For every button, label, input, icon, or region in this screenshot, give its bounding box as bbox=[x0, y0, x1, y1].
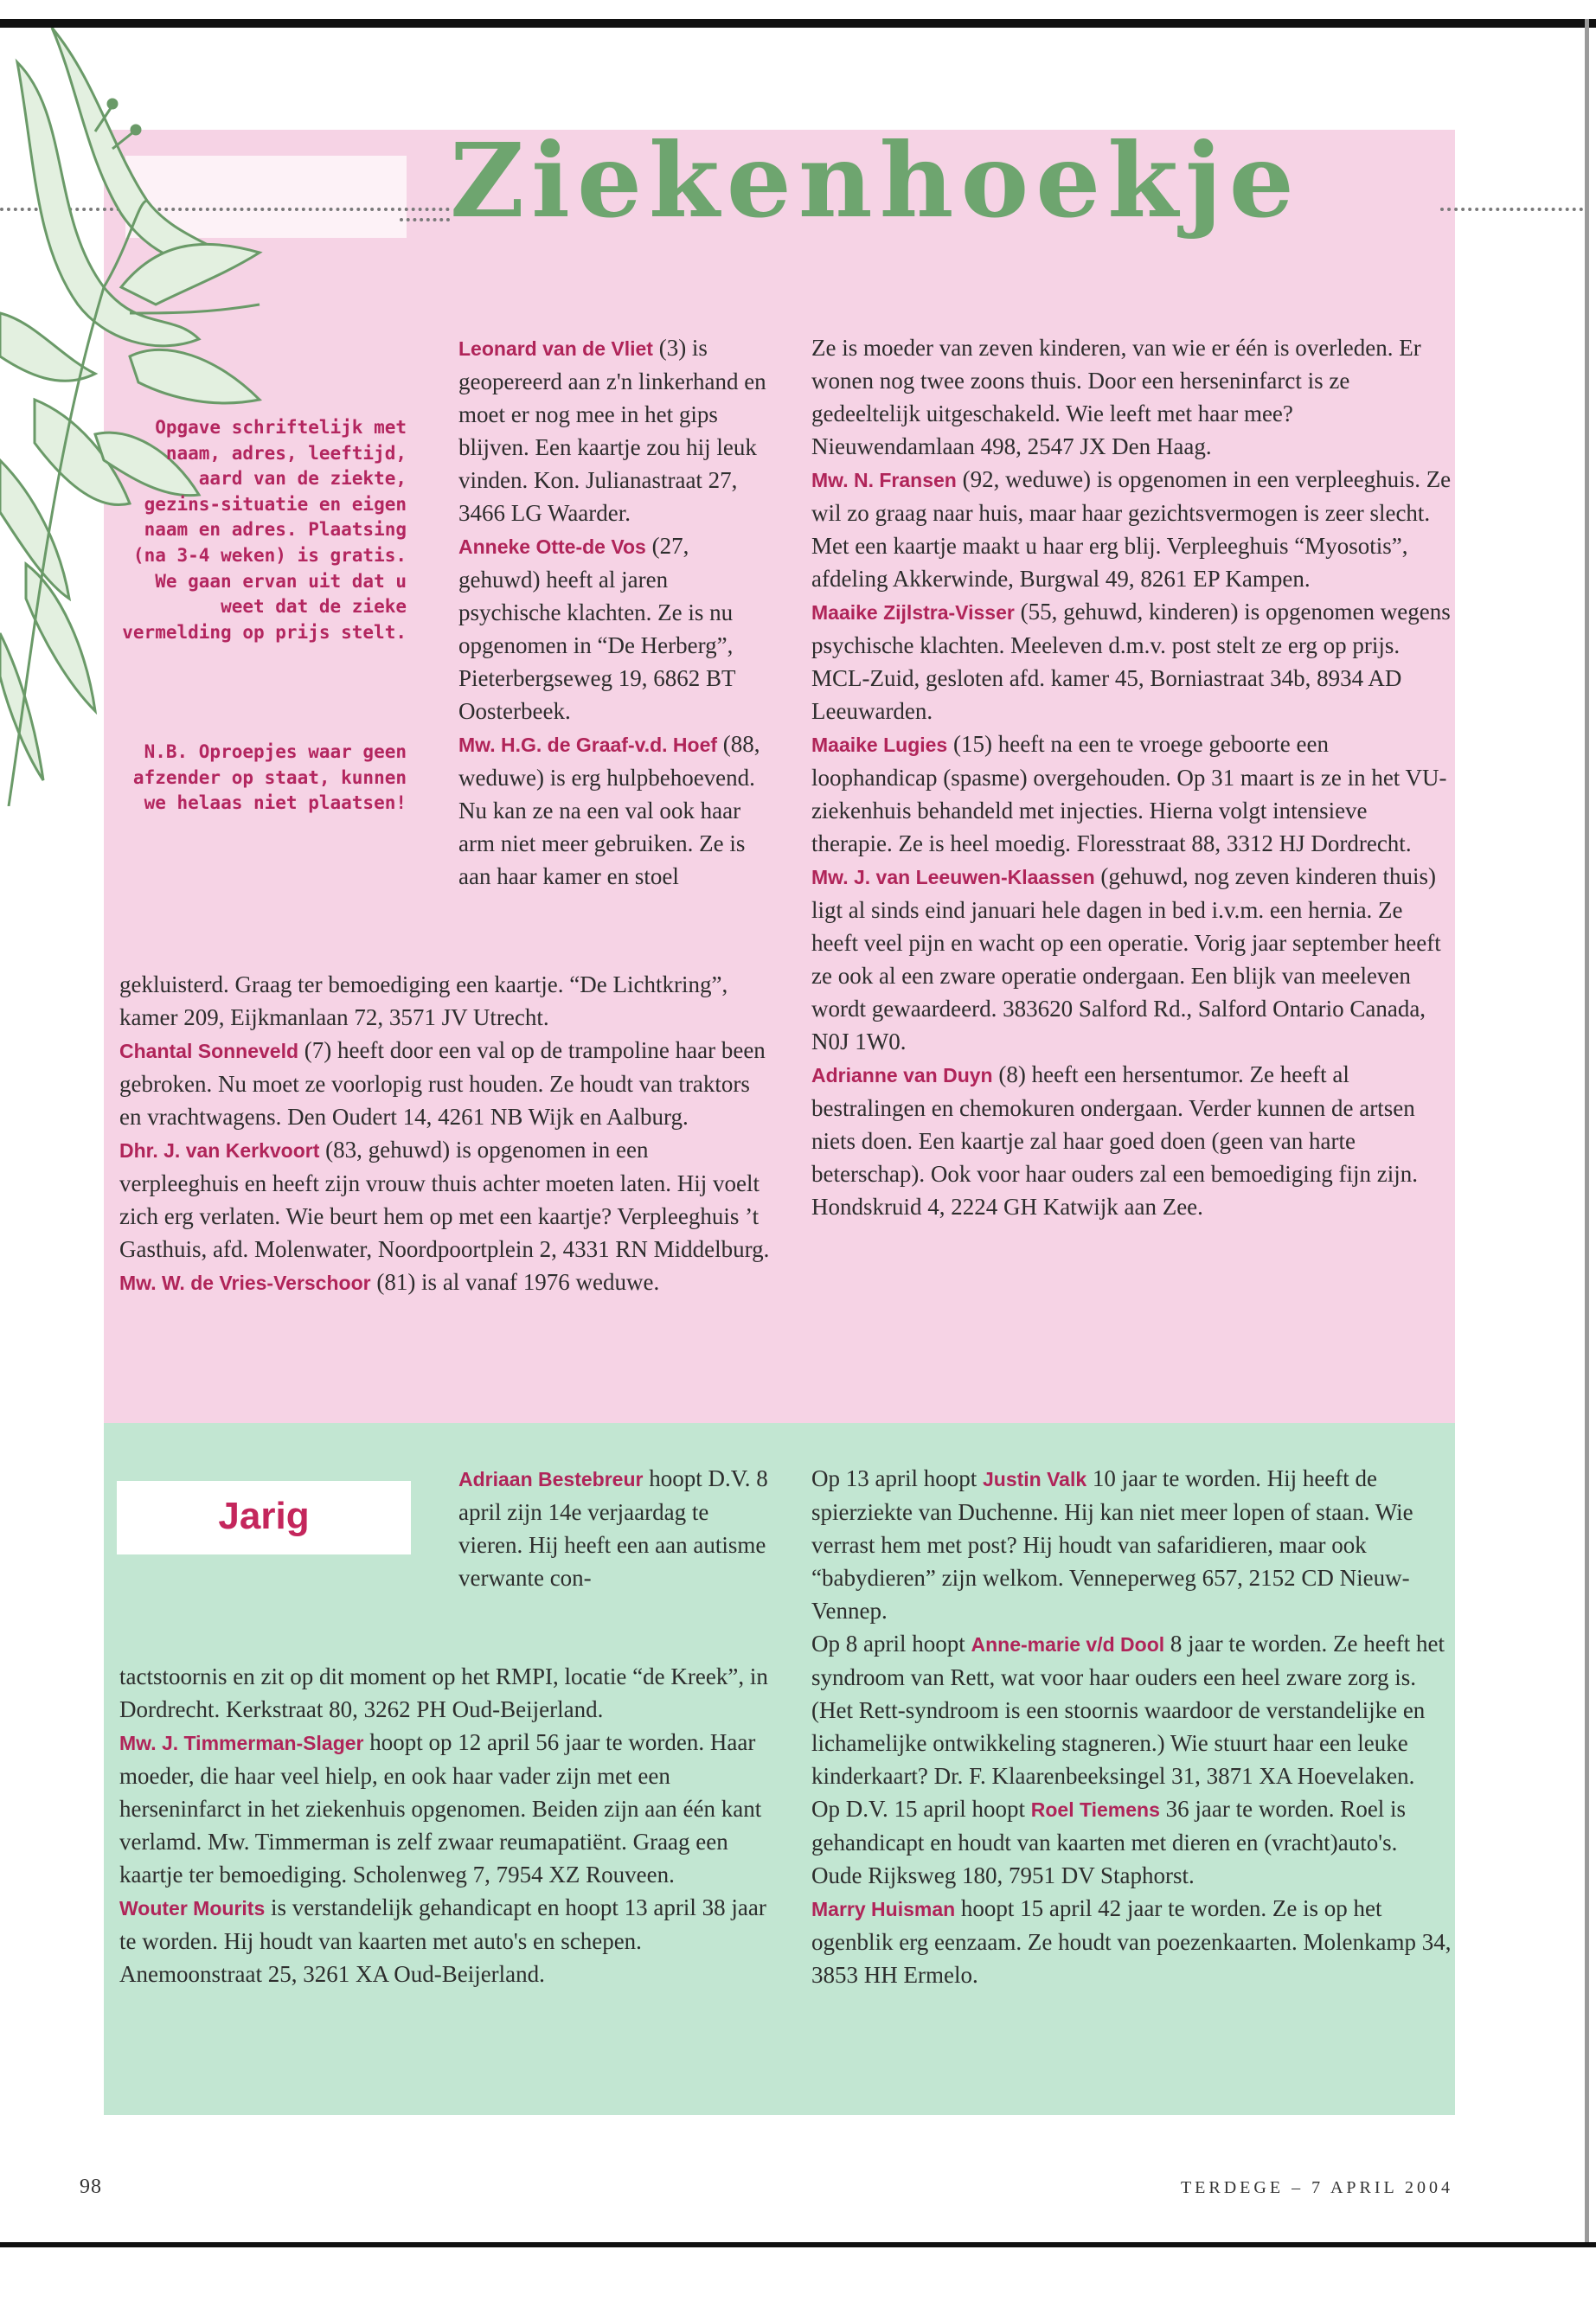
person-name: Leonard van de Vliet bbox=[458, 337, 653, 360]
publication-line: TERDEGE – 7 APRIL 2004 bbox=[1180, 2178, 1453, 2197]
list-item bbox=[119, 1034, 770, 1133]
jarig-column-right bbox=[811, 1462, 1452, 1991]
person-name: Marry Huisman bbox=[811, 1898, 956, 1920]
nb-note: N.B. Oproepjes waar geen afzender op staat, kunnen we helaas niet plaatsen! bbox=[132, 741, 407, 814]
list-item bbox=[811, 1627, 1452, 1792]
section-heading-jarig: Jarig bbox=[218, 1495, 310, 1537]
entry-text: 10 jaar te worden. Hij heeft de spierziekte van Duchenne. Hij kan niet meer lopen of staan. Wie verrast hem met post? Hij houdt van safaridieren, maar ook “babydieren” zijn welkom. Venneperweg 657, 2152 CD Nieuw-Vennep. bbox=[811, 1465, 1413, 1624]
entry-continuation: tactstoornis en zit op dit moment op het RMPI, locatie “de Kreek”, in Dordrecht. Kerkstraat 80, 3262 PH Oud-Beijerland. bbox=[119, 1663, 768, 1722]
list-item bbox=[811, 860, 1452, 1058]
entry-lead: Op D.V. 15 april hoopt bbox=[811, 1796, 1031, 1822]
submission-instructions: Opgave schriftelijk met naam, adres, leeftijd, aard van de ziekte, gezins-situatie en eigen naam en adres. Plaatsing (na 3-4 weken) is gratis. We gaan ervan uit dat u weet dat de zieke vermelding op prijs stelt. bbox=[122, 417, 407, 643]
person-name: Maaike Zijlstra-Visser bbox=[811, 601, 1015, 624]
list-item bbox=[458, 727, 770, 893]
list-item bbox=[458, 331, 770, 529]
page-title: Ziekenhoekje bbox=[450, 120, 1301, 240]
person-name: Mw. N. Fransen bbox=[811, 469, 957, 491]
bottom-rule bbox=[0, 2242, 1596, 2247]
list-item bbox=[119, 1266, 770, 1299]
entry-text: hoopt op 12 april 56 jaar te worden. Haar moeder, die haar veel hielp, en ook haar vader zijn met een herseninfarct in het ziekenhuis opgenomen. Beiden zijn aan één kant verlamd. Mw. Timmerman is zelf zwaar reumapatiënt. Graag een kaartje ter bemoediging. Scholenweg 7, 7954 XZ Rouveen. bbox=[119, 1729, 762, 1888]
person-name: Mw. W. de Vries-Verschoor bbox=[119, 1272, 371, 1294]
ziek-column-right bbox=[811, 331, 1452, 1223]
list-item bbox=[119, 1133, 770, 1266]
person-name: Anneke Otte-de Vos bbox=[458, 535, 646, 558]
entry-lead: Op 13 april hoopt bbox=[811, 1465, 983, 1491]
list-item bbox=[811, 1462, 1452, 1627]
entry-text: (83, gehuwd) is opgenomen in een verpleeghuis en heeft zijn vrouw thuis achter moeten laten. Hij voelt zich erg verlaten. Wie beurt hem op met een kaartje? Verpleeghuis ’t Gasthuis, afd. Molenwater, Noordpoortplein 2, 4331 RN Middelburg. bbox=[119, 1137, 770, 1262]
ziek-column-left bbox=[119, 968, 770, 1299]
person-name: Justin Valk bbox=[982, 1468, 1087, 1490]
jarig-column-narrow bbox=[458, 1462, 770, 1594]
list-item bbox=[811, 727, 1452, 860]
person-name: Wouter Mourits bbox=[119, 1897, 266, 1920]
entry-text: (55, gehuwd, kinderen) is opgenomen wegens psychische klachten. Meeleven d.m.v. post stelt ze erg op prijs. MCL-Zuid, gesloten afd. kamer 45, Borniastraat 34b, 8934 AD Leeuwarden. bbox=[811, 599, 1451, 724]
list-item bbox=[458, 1462, 770, 1594]
person-name: Mw. J. Timmerman-Slager bbox=[119, 1732, 364, 1754]
list-item bbox=[458, 529, 770, 727]
person-name: Anne-marie v/d Dool bbox=[971, 1633, 1165, 1656]
entry-text: hoopt 15 april 42 jaar te worden. Ze is op het ogenblik erg eenzaam. Ze houdt van poezenkaarten. Molenkamp 34, 3853 HH Ermelo. bbox=[811, 1895, 1452, 1988]
entry-text: (15) heeft na een te vroege geboorte een loophandicap (spasme) overgehouden. Op 31 maart is ze in het VU-ziekenhuis behandeld met injecties. Hierna volgt intensieve therapie. Ze is heel moedig. Floresstraat 88, 3312 HJ Dordrecht. bbox=[811, 731, 1447, 856]
entry-text: is verstandelijk gehandicapt en hoopt 13 april 38 jaar te worden. Hij houdt van kaarten met auto's en schepen. Anemoonstraat 25, 3261 XA Oud-Beijerland. bbox=[119, 1894, 766, 1987]
person-name: Adrianne van Duyn bbox=[811, 1064, 993, 1086]
entry-text: (27, gehuwd) heeft al jaren psychische klachten. Ze is nu opgenomen in “De Herberg”, Pieterbergseweg 19, 6862 BT Oosterbeek. bbox=[458, 533, 735, 724]
person-name: Dhr. J. van Kerkvoort bbox=[119, 1139, 320, 1162]
entry-text: (81) is al vanaf 1976 weduwe. bbox=[370, 1269, 660, 1295]
entry-text: (7) heeft door een val op de trampoline haar been gebroken. Nu moet ze voorlopig rust houden. Ze houdt van traktors en vrachtwagens. Den Oudert 14, 4261 NB Wijk en Aalburg. bbox=[119, 1037, 766, 1130]
list-item bbox=[811, 1058, 1452, 1223]
person-name: Maaike Lugies bbox=[811, 734, 948, 756]
entry-text: 36 jaar te worden. Roel is gehandicapt en houdt van kaarten met dieren en (vracht)auto's. Oude Rijksweg 180, 7951 DV Staphorst. bbox=[811, 1796, 1407, 1888]
list-item bbox=[811, 463, 1452, 595]
ziek-column-narrow bbox=[458, 331, 770, 893]
entry-text: (3) is geopereerd aan z'n linkerhand en moet er nog mee in het gips blijven. Een kaartje zou hij leuk vinden. Kon. Julianastraat 27, 3466 LG Waarder. bbox=[458, 335, 766, 526]
jarig-column-left bbox=[119, 1660, 770, 1990]
dotted-rule-title-lead bbox=[400, 218, 450, 221]
person-name: Adriaan Bestebreur bbox=[458, 1468, 644, 1490]
person-name: Chantal Sonneveld bbox=[119, 1040, 299, 1062]
list-item bbox=[811, 1792, 1452, 1892]
entry-text: hoopt D.V. 8 april zijn 14e verjaardag te vieren. Hij heeft een aan autisme verwante con- bbox=[458, 1465, 768, 1591]
entry-continuation: Ze is moeder van zeven kinderen, van wie er één is overleden. Er wonen nog twee zoons thuis. Door een herseninfarct is ze gedeeltelijk uitgeschakeld. Wie leeft met haar mee? Nieuwendamlaan 498, 2547 JX Den Haag. bbox=[811, 335, 1421, 459]
person-name: Mw. J. van Leeuwen-Klaassen bbox=[811, 866, 1095, 888]
list-item bbox=[119, 1726, 770, 1891]
top-rule bbox=[0, 19, 1596, 28]
entry-lead: Op 8 april hoopt bbox=[811, 1631, 971, 1657]
list-item bbox=[811, 1892, 1452, 1991]
person-name: Mw. H.G. de Graaf-v.d. Hoef bbox=[458, 734, 718, 756]
entry-continuation: gekluisterd. Graag ter bemoediging een kaartje. “De Lichtkring”, kamer 209, Eijkmanlaan 72, 3571 JV Utrecht. bbox=[119, 971, 728, 1030]
entry-text: 8 jaar te worden. Ze heeft het syndroom van Rett, wat voor haar ouders een heel zware zorg is. (Het Rett-syndroom is een stoornis waardoor de verstandelijke en lichamelijke ontwikkeling stagneren.) Wie stuurt haar een leuke kinderkaart? Dr. F. Klaarenbeeksingel 31, 3871 XA Hoevelaken. bbox=[811, 1631, 1445, 1789]
entry-text: (gehuwd, nog zeven kinderen thuis) ligt al sinds eind januari hele dagen in bed i.v.m. een hernia. Ze heeft veel pijn en wacht op een operatie. Vorig jaar september heeft ze ook al een zware operatie ondergaan. Een blijk van meeleven wordt gewaardeerd. 383620 Salford Rd., Salford Ontario Canada, N0J 1W0. bbox=[811, 863, 1441, 1054]
list-item bbox=[811, 595, 1452, 727]
list-item bbox=[119, 1891, 770, 1990]
entry-text: (8) heeft een hersentumor. Ze heeft al bestralingen en chemokuren ondergaan. Verder kunnen de artsen niets doen. Een kaartje zal haar goed doen (geen van harte beterschap). Ook voor haar ouders zal een bemoediging fijn zijn. Hondskruid 4, 2224 GH Katwijk aan Zee. bbox=[811, 1061, 1418, 1220]
dotted-rule-right bbox=[1440, 208, 1583, 211]
person-name: Roel Tiemens bbox=[1030, 1798, 1160, 1821]
right-edge-rule bbox=[1585, 19, 1589, 2247]
entry-text: (88, weduwe) is erg hulpbehoevend. Nu kan ze na een val ook haar arm niet meer gebruiken. Ze is aan haar kamer en stoel bbox=[458, 731, 760, 889]
page-number: 98 bbox=[80, 2176, 102, 2198]
entry-text: (92, weduwe) is opgenomen in een verpleeghuis. Ze wil zo graag naar huis, maar haar gezichtsvermogen is zeer slecht. Met een kaartje maakt u haar erg blij. Verpleeghuis “Myosotis”, afdeling Akkerwinde, Burgwal 49, 8261 EP Kampen. bbox=[811, 466, 1452, 592]
